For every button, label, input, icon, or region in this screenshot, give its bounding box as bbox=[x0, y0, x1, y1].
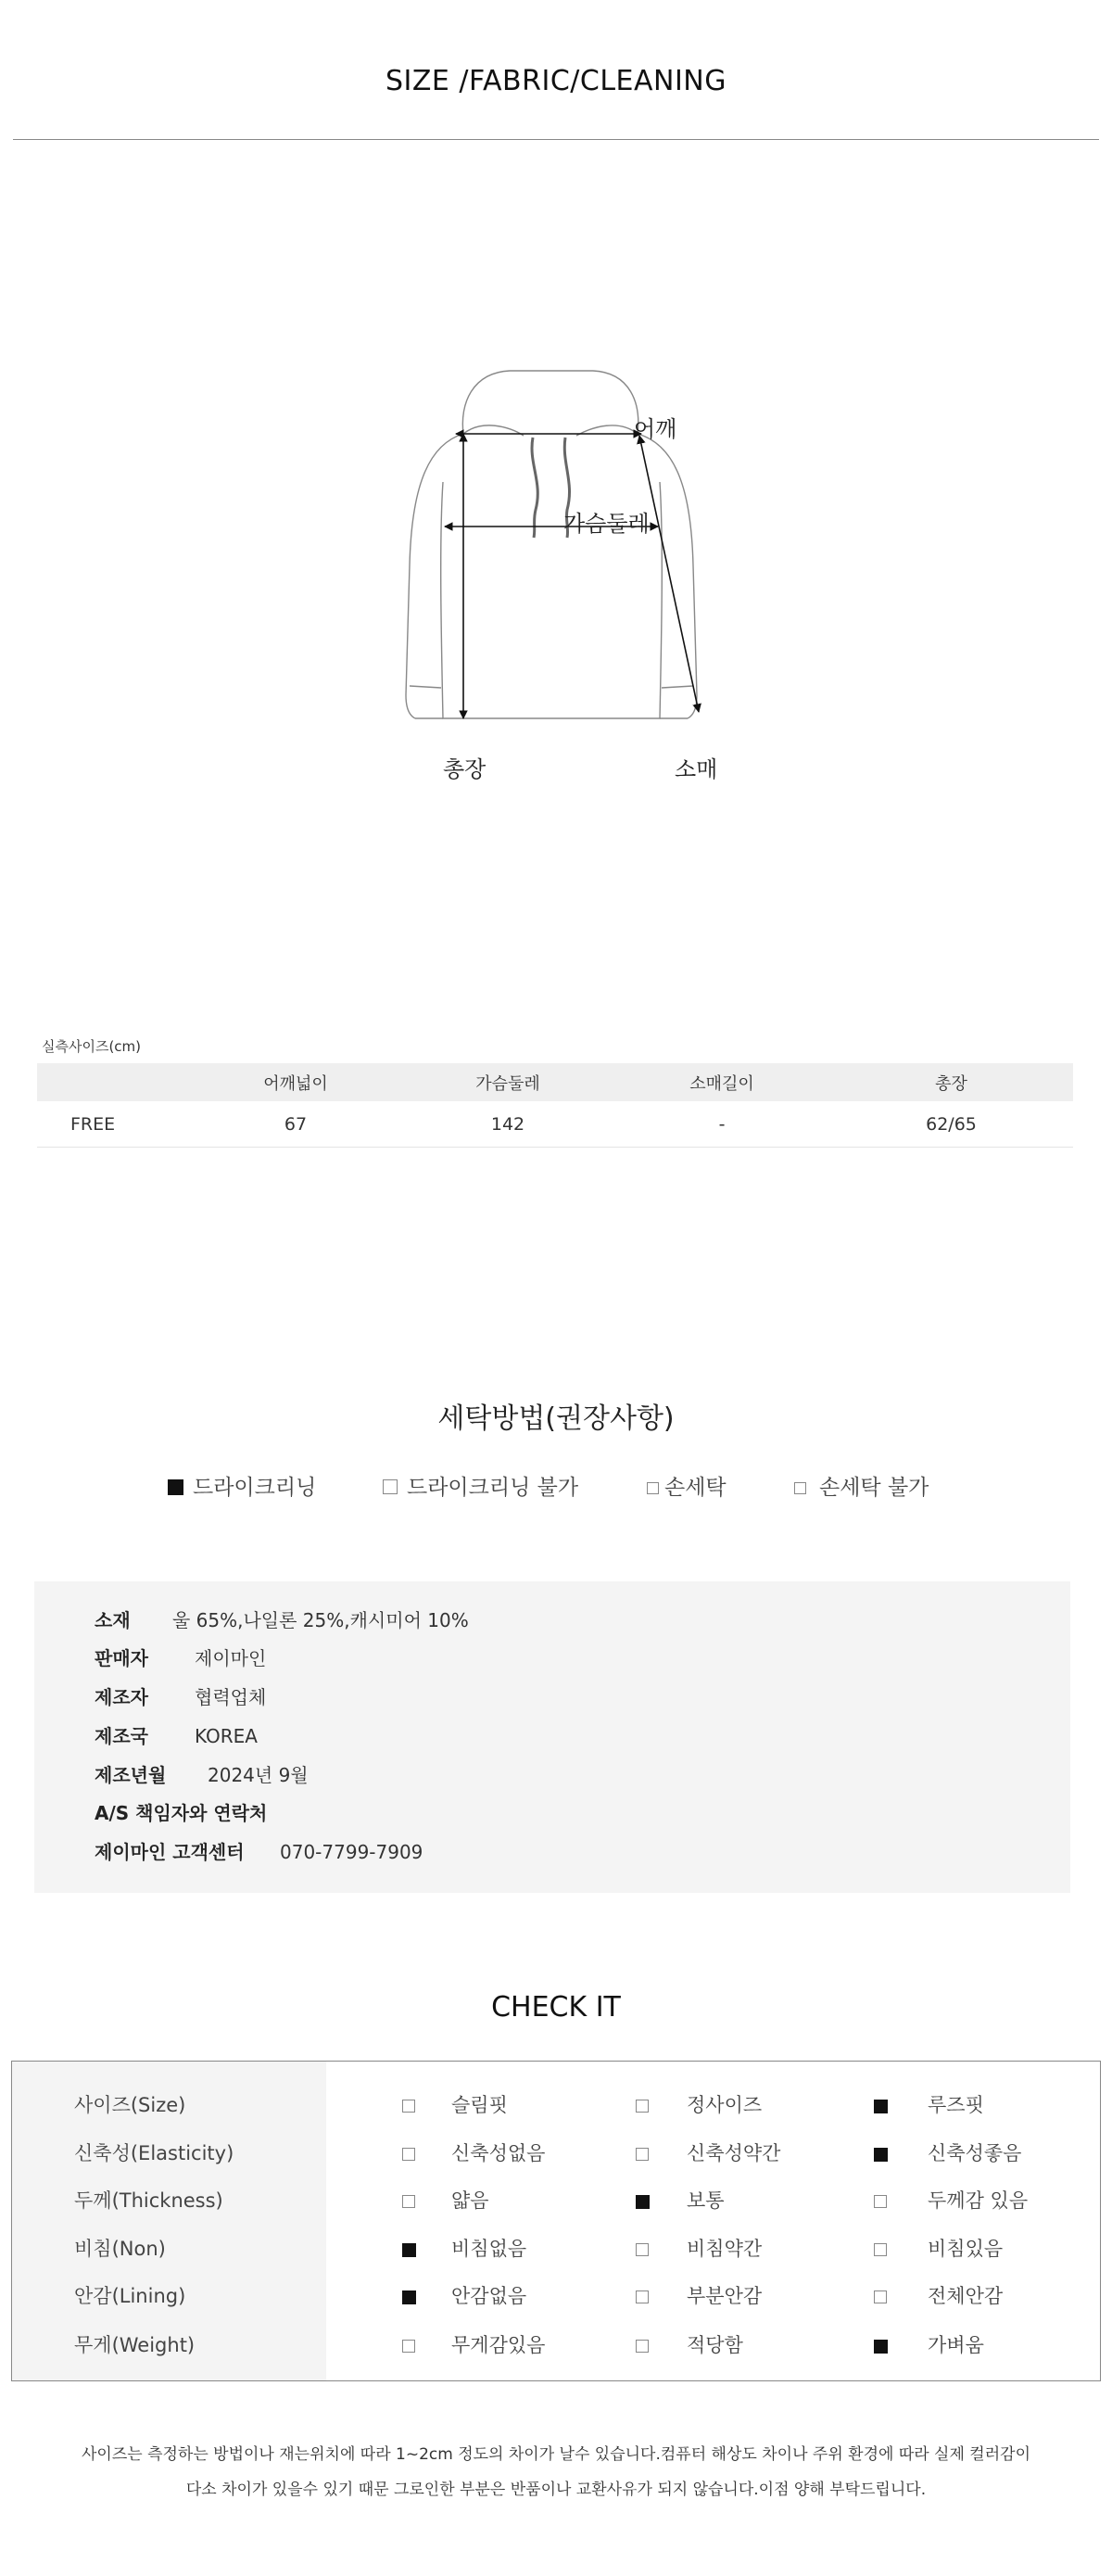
checked-box-icon bbox=[874, 2148, 888, 2162]
info-key: 소재 bbox=[95, 1609, 131, 1631]
unchecked-box-icon bbox=[402, 2100, 415, 2113]
unchecked-box-icon bbox=[383, 1479, 398, 1494]
info-row-as-contact bbox=[95, 1798, 267, 1825]
info-value: 070-7799-7909 bbox=[280, 1841, 423, 1863]
check-option-label: 두께감 있음 bbox=[928, 2189, 1029, 2212]
info-row-material bbox=[95, 1605, 469, 1632]
size-header-sleeve: 소매길이 bbox=[614, 1063, 829, 1101]
check-row-label: 사이즈(Size) bbox=[74, 2094, 186, 2116]
check-option-label: 무게감있음 bbox=[451, 2334, 546, 2356]
info-row-seller bbox=[95, 1643, 266, 1670]
wash-option-no-hand-wash bbox=[794, 1470, 929, 1501]
check-option-label: 비침없음 bbox=[451, 2238, 527, 2260]
sleeve-arrow bbox=[639, 436, 699, 712]
info-key: 제이마인 고객센터 bbox=[95, 1841, 245, 1863]
info-value: KOREA bbox=[195, 1725, 258, 1747]
unchecked-box-icon bbox=[402, 2148, 415, 2161]
wash-option-no-dry-clean bbox=[383, 1470, 578, 1501]
size-header-length: 총장 bbox=[829, 1063, 1073, 1101]
wash-option-label: 손세탁 불가 bbox=[819, 1476, 929, 1500]
info-key: 판매자 bbox=[95, 1647, 148, 1669]
check-option-label: 비침약간 bbox=[687, 2238, 763, 2260]
notice-line-2: 다소 차이가 있을수 있기 때문 그로인한 부분은 반품이나 교환사유가 되지 않습니다.이점 양해 부탁드립니다. bbox=[185, 2481, 927, 2499]
size-table bbox=[37, 1063, 1073, 1148]
unchecked-box-icon bbox=[874, 2195, 887, 2208]
unchecked-box-icon bbox=[402, 2195, 415, 2208]
check-row-label: 두께(Thickness) bbox=[74, 2189, 223, 2212]
info-key: 제조년월 bbox=[95, 1764, 167, 1786]
wash-option-label: 드라이크리닝 bbox=[193, 1476, 317, 1500]
sleeve-label: 소매 bbox=[675, 756, 718, 782]
checked-box-icon bbox=[874, 2340, 888, 2354]
check-option-label: 슬림핏 bbox=[451, 2094, 508, 2116]
info-row-manufacturer bbox=[95, 1682, 266, 1709]
notice-line-1: 사이즈는 측정하는 방법이나 재는위치에 따라 1~2cm 정도의 차이가 날수 있습니다.컴퓨터 해상도 차이나 주위 환경에 따라 실제 컬러감이 bbox=[81, 2445, 1030, 2464]
table-row bbox=[37, 1101, 1073, 1148]
info-value: 제이마인 bbox=[195, 1647, 267, 1669]
check-option-label: 전체안감 bbox=[928, 2285, 1004, 2307]
check-option-label: 보통 bbox=[687, 2189, 725, 2212]
info-value: 울 65%,나일론 25%,캐시미어 10% bbox=[172, 1609, 469, 1631]
unchecked-box-icon bbox=[402, 2340, 415, 2353]
unchecked-box-icon bbox=[636, 2340, 649, 2353]
unchecked-box-icon bbox=[636, 2290, 649, 2303]
info-value: 협력업체 bbox=[195, 1686, 267, 1708]
check-option-label: 비침있음 bbox=[928, 2238, 1004, 2260]
check-option-label: 신축성없음 bbox=[451, 2142, 546, 2164]
size-table-caption: 실측사이즈(cm) bbox=[42, 1038, 142, 1055]
size-header-empty bbox=[37, 1063, 190, 1101]
check-row-label: 무게(Weight) bbox=[74, 2334, 196, 2356]
wash-option-dry-clean bbox=[168, 1470, 316, 1501]
size-table-header-row bbox=[37, 1063, 1073, 1101]
wash-option-label: 드라이크리닝 불가 bbox=[407, 1476, 579, 1500]
info-key: A/S 책임자와 연락처 bbox=[95, 1802, 268, 1824]
size-cell: 67 bbox=[190, 1101, 401, 1148]
info-row-date bbox=[95, 1760, 309, 1787]
unchecked-box-icon bbox=[636, 2100, 649, 2113]
check-option-label: 정사이즈 bbox=[687, 2094, 763, 2116]
check-option-label: 신축성약간 bbox=[687, 2142, 781, 2164]
unchecked-box-icon bbox=[636, 2243, 649, 2256]
size-cell: 62/65 bbox=[829, 1101, 1073, 1148]
washing-title: 세탁방법(권장사항) bbox=[437, 1402, 675, 1435]
unchecked-box-icon bbox=[874, 2290, 887, 2303]
unchecked-box-icon bbox=[636, 2148, 649, 2161]
title-divider bbox=[13, 139, 1099, 140]
size-cell: 142 bbox=[401, 1101, 614, 1148]
size-header-shoulder: 어깨넓이 bbox=[190, 1063, 401, 1101]
check-row-label: 신축성(Elasticity) bbox=[74, 2142, 234, 2164]
length-label: 총장 bbox=[443, 756, 486, 782]
unchecked-box-icon bbox=[647, 1482, 659, 1494]
unchecked-box-icon bbox=[794, 1482, 806, 1494]
checked-box-icon bbox=[402, 2290, 416, 2304]
wash-option-hand-wash bbox=[647, 1470, 727, 1501]
info-value: 2024년 9월 bbox=[208, 1764, 309, 1786]
info-row-country bbox=[95, 1721, 258, 1748]
check-row-label: 안감(Lining) bbox=[74, 2285, 186, 2307]
page-title: SIZE /FABRIC/CLEANING bbox=[385, 65, 727, 97]
wash-option-label: 손세탁 bbox=[664, 1476, 727, 1500]
checked-box-icon bbox=[402, 2243, 416, 2257]
checked-box-icon bbox=[168, 1479, 183, 1495]
check-option-label: 부분안감 bbox=[687, 2285, 763, 2307]
hoodie-measurement-diagram bbox=[371, 352, 741, 788]
chest-label: 가슴둘레 bbox=[563, 511, 650, 537]
unchecked-box-icon bbox=[874, 2243, 887, 2256]
size-cell: FREE bbox=[37, 1101, 190, 1148]
check-option-label: 가벼움 bbox=[928, 2334, 984, 2356]
check-option-label: 루즈핏 bbox=[928, 2094, 984, 2116]
check-row-label: 비침(Non) bbox=[74, 2238, 166, 2260]
check-it-title: CHECK IT bbox=[491, 1991, 621, 2024]
checked-box-icon bbox=[874, 2100, 888, 2113]
check-option-label: 안감없음 bbox=[451, 2285, 527, 2307]
info-row-customer-center bbox=[95, 1837, 423, 1864]
info-key: 제조자 bbox=[95, 1686, 148, 1708]
check-option-label: 신축성좋음 bbox=[928, 2142, 1022, 2164]
check-option-label: 적당함 bbox=[687, 2334, 743, 2356]
checked-box-icon bbox=[636, 2195, 650, 2209]
info-key: 제조국 bbox=[95, 1725, 148, 1747]
check-option-label: 얇음 bbox=[451, 2189, 489, 2212]
size-cell: - bbox=[614, 1101, 829, 1148]
size-header-chest: 가슴둘레 bbox=[401, 1063, 614, 1101]
shoulder-label: 어깨 bbox=[634, 416, 677, 442]
